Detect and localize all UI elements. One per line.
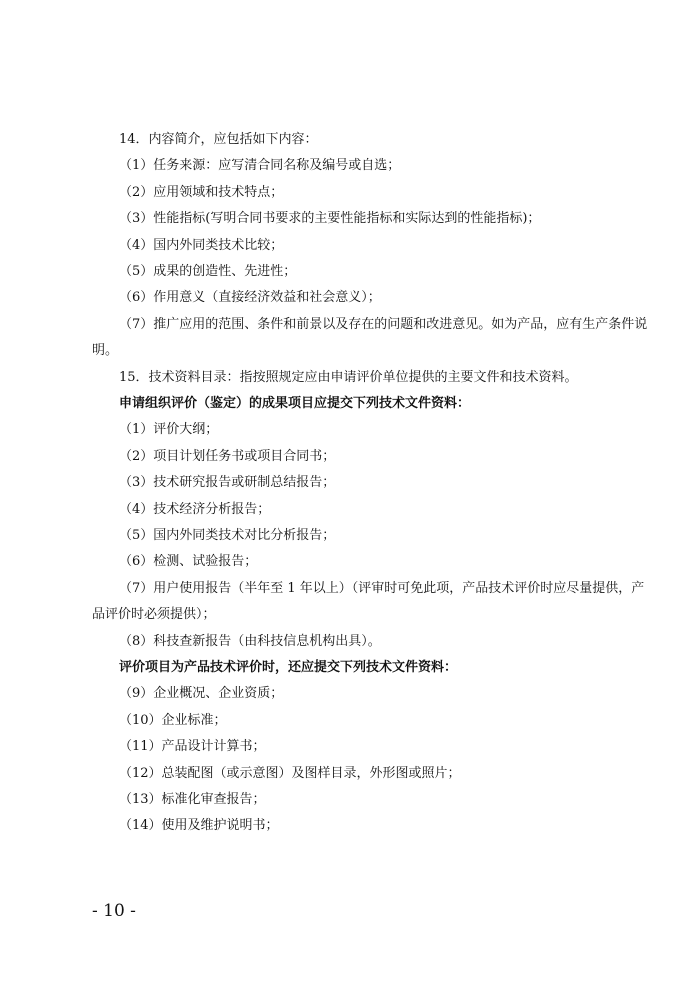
text-line: （7）推广应用的范围、条件和前景以及存在的问题和改进意见。如为产品，应有生产条件说 bbox=[119, 317, 648, 332]
text-line: （10）企业标准； bbox=[119, 713, 227, 728]
text-line: （12）总装配图（或示意图）及图样目录，外形图或照片； bbox=[119, 766, 461, 781]
text-line: （1）任务来源：应写清合同名称及编号或自选； bbox=[119, 158, 401, 173]
text-line: 14．内容简介，应包括如下内容： bbox=[119, 132, 318, 147]
text-line: （2）应用领域和技术特点； bbox=[119, 185, 284, 200]
text-line: （1）评价大纲； bbox=[119, 422, 219, 437]
page-number: - 10 - bbox=[92, 901, 136, 921]
text-line: （9）企业概况、企业资质； bbox=[119, 686, 284, 701]
section-heading: 申请组织评价（鉴定）的成果项目应提交下列技术文件资料： bbox=[119, 396, 471, 411]
text-line: （3）技术研究报告或研制总结报告； bbox=[119, 475, 336, 490]
text-line: 品评价时必须提供）； bbox=[92, 607, 216, 622]
text-line: （13）标准化审查报告； bbox=[119, 792, 266, 807]
text-line: （4）技术经济分析报告； bbox=[119, 502, 271, 517]
text-line: （4）国内外同类技术比较； bbox=[119, 238, 284, 253]
text-line: （5）成果的创造性、先进性； bbox=[119, 264, 297, 279]
text-line: （5）国内外同类技术对比分析报告； bbox=[119, 528, 336, 543]
text-line: 15．技术资料目录：指按照规定应由申请评价单位提供的主要文件和技术资料。 bbox=[119, 370, 578, 385]
text-line: （6）作用意义（直接经济效益和社会意义）； bbox=[119, 290, 381, 305]
text-line: 明。 bbox=[92, 343, 119, 358]
section-heading: 评价项目为产品技术评价时，还应提交下列技术文件资料： bbox=[119, 660, 458, 675]
text-line: （6）检测、试验报告； bbox=[119, 554, 258, 569]
text-line: （11）产品设计计算书； bbox=[119, 739, 266, 754]
text-line: （14）使用及维护说明书； bbox=[119, 818, 279, 833]
text-line: （3）性能指标(写明合同书要求的主要性能指标和实际达到的性能指标)； bbox=[119, 211, 541, 226]
text-line: （2）项目计划任务书或项目合同书； bbox=[119, 449, 336, 464]
text-line: （7）用户使用报告（半年至 1 年以上）（评审时可免此项，产品技术评价时应尽量提供，产 bbox=[119, 581, 645, 596]
text-line: （8）科技查新报告（由科技信息机构出具）。 bbox=[119, 634, 381, 649]
